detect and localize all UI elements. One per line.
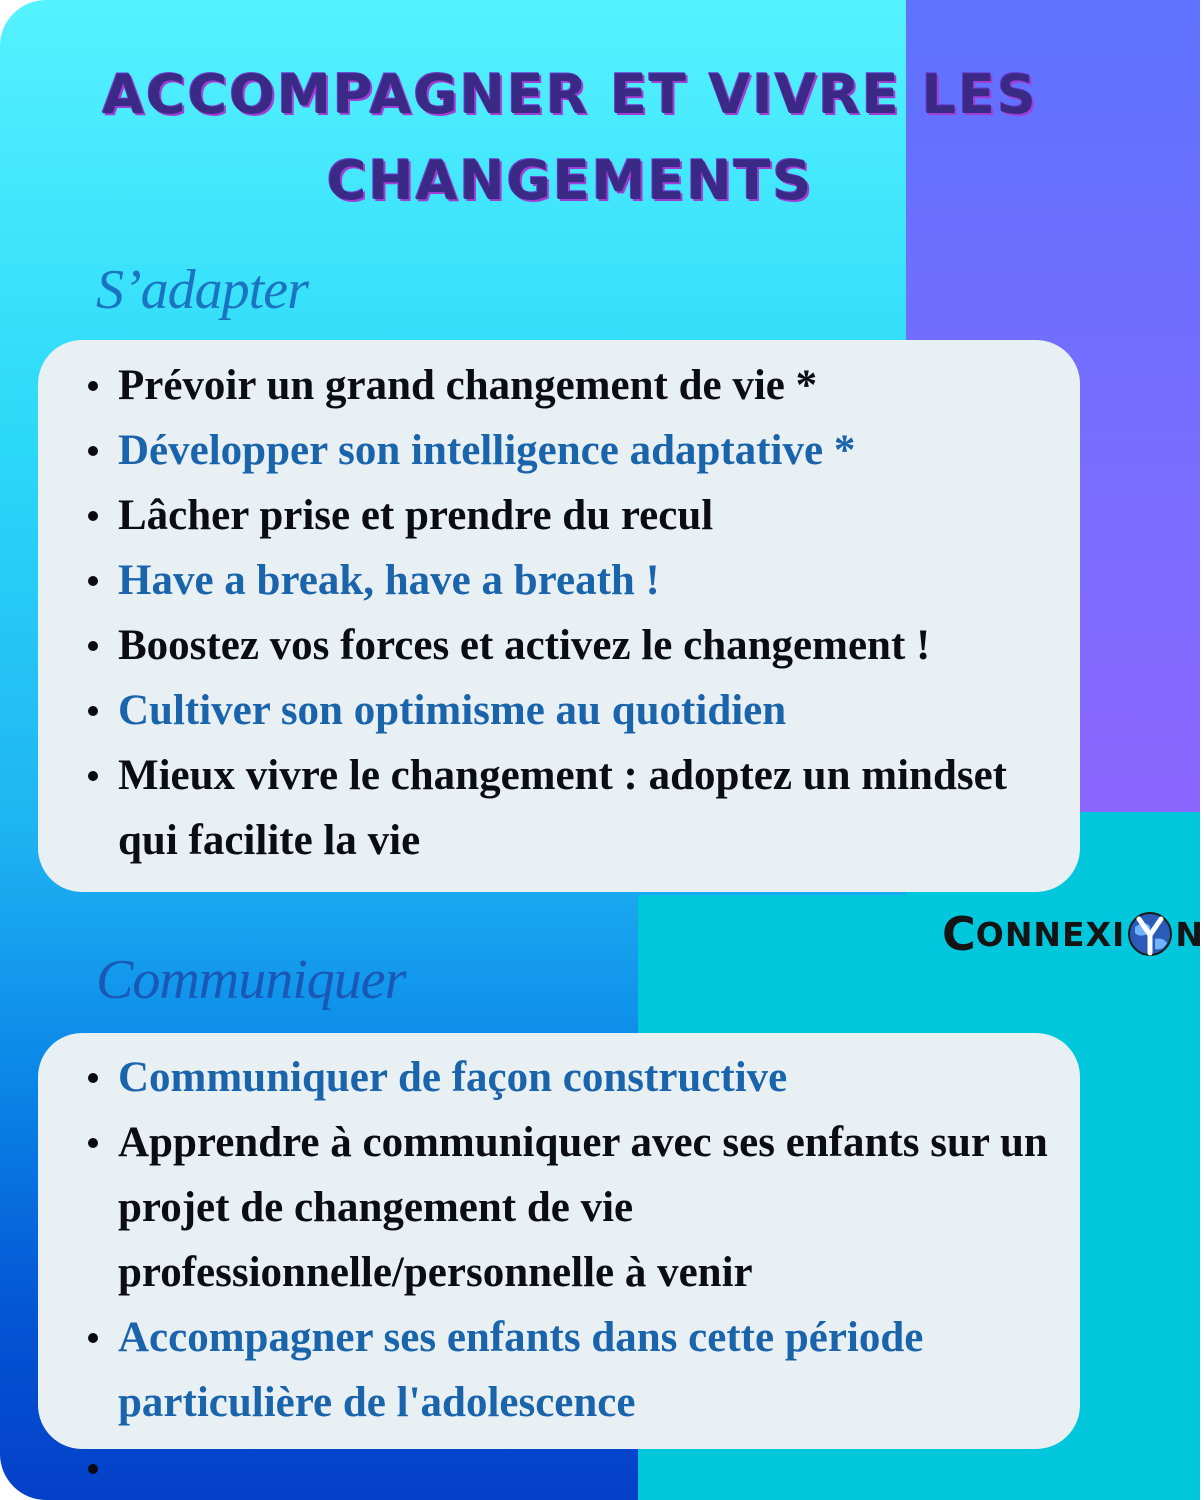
logo-text: ONNEXI [975, 914, 1126, 954]
list-adapter [118, 353, 1068, 873]
list-item[interactable]: Cultiver son optimisme au quotidien [118, 678, 1068, 743]
section-heading-communiquer: Communiquer [96, 949, 406, 1011]
empty-bullet [88, 1464, 98, 1474]
logo-text-end: N [1175, 914, 1204, 954]
list-item[interactable]: Communiquer de façon constructive [118, 1045, 1068, 1110]
page-title: ACCOMPAGNER ET VIVRE LES CHANGEMENTS [102, 63, 1038, 212]
list-communiquer [118, 1045, 1068, 1435]
section-heading-adapter: S’adapter [96, 259, 308, 321]
list-item[interactable]: Développer son intelligence adaptative * [118, 418, 1068, 483]
list-item[interactable]: Mieux vivre le changement : adoptez un mindset qui facilite la vie [118, 743, 1068, 873]
list-item[interactable]: Have a break, have a breath ! [118, 548, 1068, 613]
globe-y-icon [1127, 911, 1173, 957]
connexion-logo [942, 906, 1204, 962]
list-item[interactable]: Prévoir un grand changement de vie * [118, 353, 1068, 418]
list-item[interactable]: Accompagner ses enfants dans cette période particulière de l'adolescence [118, 1305, 1068, 1435]
logo-letter-c: C [942, 907, 976, 961]
list-item[interactable]: Lâcher prise et prendre du recul [118, 483, 1068, 548]
list-item[interactable]: Boostez vos forces et activez le changement ! [118, 613, 1068, 678]
list-item[interactable]: Apprendre à communiquer avec ses enfants sur un projet de changement de vie professionnelle/personnelle à venir [118, 1110, 1068, 1305]
